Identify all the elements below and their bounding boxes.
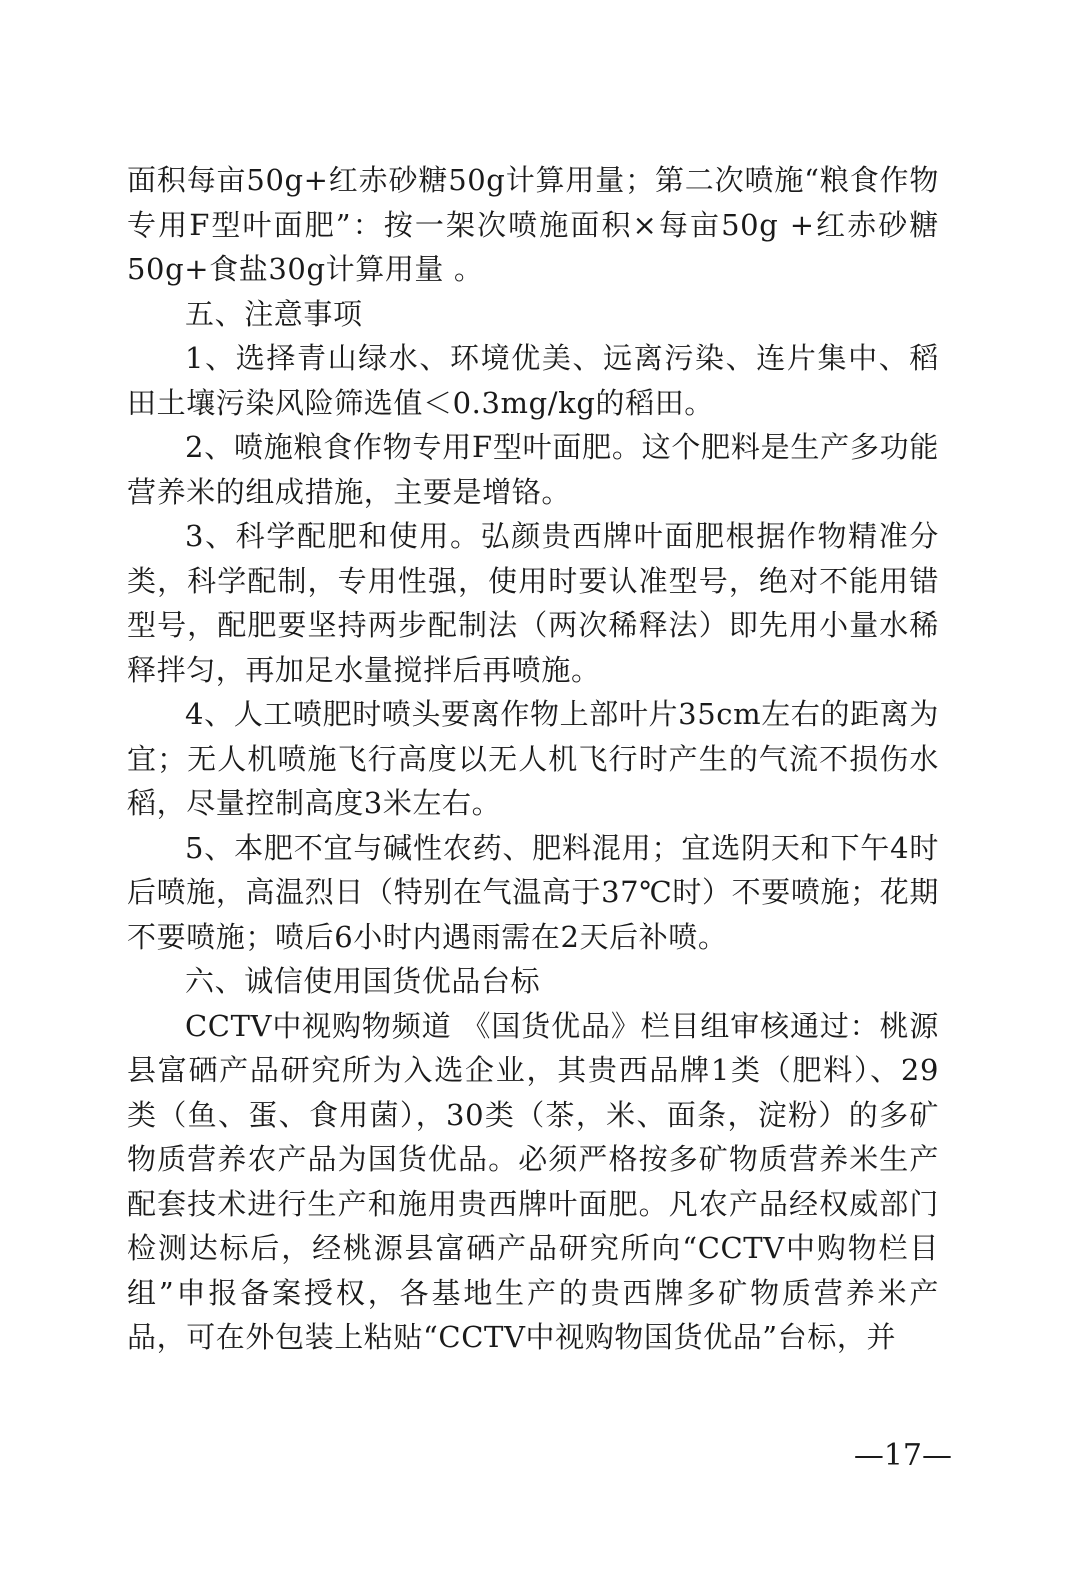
label-paragraph: CCTV中视购物频道 《国货优品》栏目组审核通过：桃源县富硒产品研究所为入选企业，其贵西品牌1类（肥料）、29类（鱼、蛋、食用菌），30类（茶，米、面条，淀粉）的多矿物质营养农产品为国货优品。必须严格按多矿物质营养米生产配套技术进行生产和施用贵西牌叶面肥。凡农产品经权威部门检测达标后，经桃源县富硒产品研究所向“CCTV中购物栏目组”申报备案授权，各基地生产的贵西牌多矿物质营养米产品，可在外包装上粘贴“CCTV中视购物国货优品”台标，并 [127, 1008, 939, 1354]
document-body [127, 158, 939, 1360]
note-item-1: 1、选择青山绿水、环境优美、远离污染、连片集中、稻田土壤污染风险筛选值＜0.3mg/kg的稻田。 [127, 341, 939, 420]
note-item-4: 4、人工喷肥时喷头要离作物上部叶片35cm左右的距离为宜；无人机喷施飞行高度以无人机飞行时产生的气流不损伤水稻，尽量控制高度3米左右。 [127, 697, 939, 820]
page-number: —17— [853, 1438, 952, 1473]
paragraph-continuation: 面积每亩50g+红赤砂糖50g计算用量；第二次喷施“粮食作物专用F型叶面肥”：按一架次喷施面积×每亩50g +红赤砂糖50g+食盐30g计算用量 。 [127, 163, 939, 286]
note-item-5: 5、本肥不宜与碱性农药、肥料混用；宜选阴天和下午4时后喷施，高温烈日（特别在气温高于37℃时）不要喷施；花期不要喷施；喷后6小时内遇雨需在2天后补喷。 [127, 830, 939, 954]
note-item-3: 3、科学配肥和使用。弘颜贵西牌叶面肥根据作物精准分类，科学配制，专用性强，使用时要认准型号，绝对不能用错型号，配肥要坚持两步配制法（两次稀释法）即先用小量水稀释拌匀，再加足水量搅拌后再喷施。 [127, 519, 939, 687]
section-heading-notes: 五、注意事项 [185, 296, 363, 331]
section-heading-label: 六、诚信使用国货优品台标 [185, 964, 541, 998]
note-item-2: 2、喷施粮食作物专用F型叶面肥。这个肥料是生产多功能营养米的组成措施，主要是增铬。 [127, 430, 939, 509]
